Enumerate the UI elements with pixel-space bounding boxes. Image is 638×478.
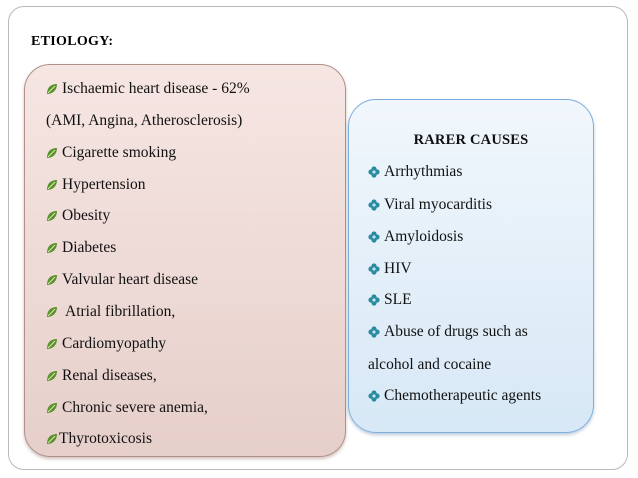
list-item-label: SLE <box>384 291 412 308</box>
list-item <box>368 228 463 246</box>
list-item-label: Diabetes <box>62 239 117 256</box>
flower-bullet-icon <box>368 294 380 306</box>
list-item-label: Arrhythmias <box>384 163 463 180</box>
list-item <box>368 291 412 309</box>
list-item-label: Cardiomyopathy <box>62 335 167 352</box>
list-item-label: Abuse of drugs such as <box>384 323 528 340</box>
list-item <box>46 239 116 257</box>
leaf-bullet-icon <box>46 274 58 286</box>
page-title: ETIOLOGY: <box>31 34 114 49</box>
list-item-label: Viral myocarditis <box>384 196 492 213</box>
leaf-bullet-icon <box>46 402 58 414</box>
leaf-bullet-icon <box>46 210 58 222</box>
list-item <box>46 144 176 162</box>
list-item <box>46 176 146 194</box>
leaf-bullet-icon <box>46 370 58 382</box>
rarer-causes-title: RARER CAUSES <box>413 132 529 148</box>
list-item <box>46 303 175 321</box>
list-item <box>46 430 152 448</box>
list-item-label: Thyrotoxicosis <box>59 430 152 447</box>
list-item-label: Chemotherapeutic agents <box>384 387 542 404</box>
flower-bullet-icon <box>368 166 380 178</box>
flower-bullet-icon <box>368 231 380 243</box>
flower-bullet-icon <box>368 390 380 402</box>
list-item <box>368 260 412 278</box>
list-item <box>46 207 110 225</box>
list-item <box>46 80 250 98</box>
list-item-label: Hypertension <box>62 176 146 193</box>
list-item-label: alcohol and cocaine <box>368 356 492 373</box>
list-item-label: (AMI, Angina, Atherosclerosis) <box>46 112 243 129</box>
list-item <box>368 196 492 214</box>
list-item <box>368 323 528 341</box>
list-item <box>46 367 157 385</box>
list-item-label: Valvular heart disease <box>62 271 198 288</box>
leaf-bullet-icon <box>46 83 58 95</box>
list-item-label: Atrial fibrillation, <box>62 303 176 320</box>
leaf-bullet-icon <box>46 242 58 254</box>
list-item <box>46 271 198 289</box>
list-item <box>46 399 208 417</box>
list-item <box>368 387 541 405</box>
flower-bullet-icon <box>368 326 380 338</box>
flower-bullet-icon <box>368 199 380 211</box>
list-item-label: Chronic severe anemia, <box>62 399 208 416</box>
list-item <box>368 163 462 181</box>
list-item <box>46 112 242 130</box>
leaf-bullet-icon <box>46 306 58 318</box>
leaf-bullet-icon <box>46 147 58 159</box>
list-item-label: Ischaemic heart disease - 62% <box>62 80 250 97</box>
list-item-label: Cigarette smoking <box>62 144 177 161</box>
list-item-label: Amyloidosis <box>384 228 464 245</box>
list-item <box>368 356 491 374</box>
list-item <box>46 335 166 353</box>
list-item-label: Renal diseases, <box>62 367 157 384</box>
leaf-bullet-icon <box>46 338 58 350</box>
list-item-label: Obesity <box>62 207 111 224</box>
list-item-label: HIV <box>384 260 412 277</box>
flower-bullet-icon <box>368 263 380 275</box>
leaf-bullet-icon <box>46 179 58 191</box>
leaf-bullet-icon <box>46 433 58 445</box>
